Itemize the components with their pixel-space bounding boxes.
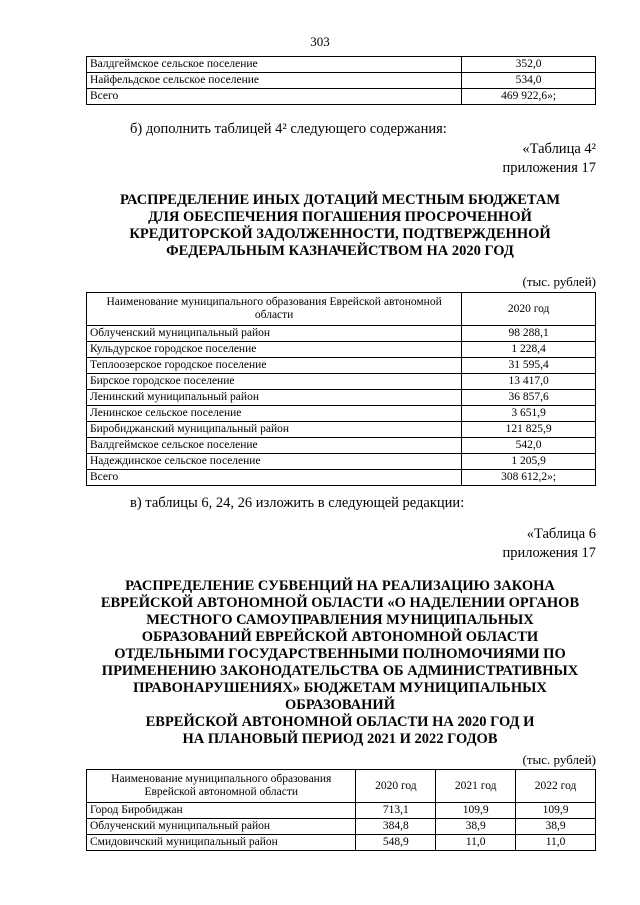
row-value-2021: 38,9 [436, 819, 516, 835]
table-4-2 [86, 292, 596, 486]
table-row [87, 454, 596, 470]
table-row [87, 390, 596, 406]
header-2021: 2021 год [436, 770, 516, 803]
row-name: Кульдурское городское поселение [87, 342, 462, 358]
units-label: (тыс. рублей) [522, 274, 596, 289]
table-header-row [87, 293, 596, 326]
table-row [87, 422, 596, 438]
heading-line: ДЛЯ ОБЕСПЕЧЕНИЯ ПОГАШЕНИЯ ПРОСРОЧЕННОЙ [148, 209, 532, 225]
row-value-2020: 713,1 [356, 803, 436, 819]
heading-line: ЕВРЕЙСКОЙ АВТОНОМНОЙ ОБЛАСТИ НА 2020 ГОД И [145, 714, 535, 730]
row-name: Облученский муниципальный район [87, 819, 356, 835]
table-row [87, 57, 596, 73]
caption-line: «Таблица 6 [526, 526, 596, 542]
heading-line: РАСПРЕДЕЛЕНИЕ ИНЫХ ДОТАЦИЙ МЕСТНЫМ БЮДЖЕТАМ [119, 192, 561, 208]
header-name: Наименование муниципального образования Еврейской автономной области [87, 770, 356, 803]
table-top [86, 56, 596, 105]
table-row [87, 342, 596, 358]
row-value: 1 228,4 [462, 342, 596, 358]
heading-line: ПРАВОНАРУШЕНИЯХ» БЮДЖЕТАМ МУНИЦИПАЛЬНЫХ [133, 680, 547, 696]
units-label: (тыс. рублей) [522, 752, 596, 767]
table-row [87, 438, 596, 454]
heading-table-4-2 [60, 192, 620, 260]
table-row [87, 326, 596, 342]
row-name: Теплоозерское городское поселение [87, 358, 462, 374]
row-value-2022: 109,9 [516, 803, 596, 819]
row-name: Всего [87, 470, 462, 486]
heading-line: ПРИМЕНЕНИЮ ЗАКОНОДАТЕЛЬСТВА ОБ АДМИНИСТРАТИВНЫХ [101, 663, 579, 679]
paragraph-b: б) дополнить таблицей 4² следующего содержания: [130, 121, 447, 137]
row-value: 98 288,1 [462, 326, 596, 342]
row-value-2020: 384,8 [356, 819, 436, 835]
table-header-row [87, 770, 596, 803]
caption-line: приложения 17 [502, 545, 596, 561]
row-name: Облученский муниципальный район [87, 326, 462, 342]
table-row [87, 835, 596, 851]
table-row [87, 819, 596, 835]
heading-line: РАСПРЕДЕЛЕНИЕ СУБВЕНЦИЙ НА РЕАЛИЗАЦИЮ ЗАКОНА [125, 578, 555, 594]
row-name: Биробиджанский муниципальный район [87, 422, 462, 438]
header-2020: 2020 год [356, 770, 436, 803]
header-year: 2020 год [462, 293, 596, 326]
table-6 [86, 769, 596, 851]
row-name: Ленинский муниципальный район [87, 390, 462, 406]
header-2022: 2022 год [516, 770, 596, 803]
heading-line: ОБРАЗОВАНИЙ ЕВРЕЙСКОЙ АВТОНОМНОЙ ОБЛАСТИ [141, 629, 539, 645]
row-value: 13 417,0 [462, 374, 596, 390]
caption-line: приложения 17 [502, 160, 596, 176]
row-value: 542,0 [462, 438, 596, 454]
row-name: Надеждинское сельское поселение [87, 454, 462, 470]
row-name: Ленинское сельское поселение [87, 406, 462, 422]
row-name: Валдгеймское сельское поселение [87, 57, 462, 73]
heading-line: ФЕДЕРАЛЬНЫМ КАЗНАЧЕЙСТВОМ НА 2020 ГОД [166, 243, 514, 259]
paragraph-v: в) таблицы 6, 24, 26 изложить в следующей редакции: [130, 495, 465, 511]
row-value: 308 612,2»; [462, 470, 596, 486]
row-value: 31 595,4 [462, 358, 596, 374]
row-name: Смидовичский муниципальный район [87, 835, 356, 851]
row-name: Валдгеймское сельское поселение [87, 438, 462, 454]
table-row [87, 406, 596, 422]
row-value: 469 922,6»; [462, 89, 596, 105]
row-value: 3 651,9 [462, 406, 596, 422]
row-value-2021: 11,0 [436, 835, 516, 851]
table-row [87, 89, 596, 105]
page-number: 303 [310, 34, 330, 49]
heading-line: ОТДЕЛЬНЫМИ ГОСУДАРСТВЕННЫМИ ПОЛНОМОЧИЯМИ ПО [114, 646, 566, 662]
row-value-2020: 548,9 [356, 835, 436, 851]
row-value: 352,0 [462, 57, 596, 73]
row-name: Всего [87, 89, 462, 105]
table-row [87, 73, 596, 89]
heading-table-6 [40, 578, 640, 748]
row-value: 1 205,9 [462, 454, 596, 470]
caption-table-4-2 [503, 140, 596, 178]
row-name: Город Биробиджан [87, 803, 356, 819]
heading-line: КРЕДИТОРСКОЙ ЗАДОЛЖЕННОСТИ, ПОДТВЕРЖДЕННОЙ [129, 226, 551, 242]
row-value: 534,0 [462, 73, 596, 89]
caption-table-6 [503, 525, 596, 563]
heading-line: ОБРАЗОВАНИЙ [285, 697, 395, 713]
table-row [87, 470, 596, 486]
row-value-2022: 38,9 [516, 819, 596, 835]
caption-line: «Таблица 4² [522, 141, 596, 157]
row-value-2021: 109,9 [436, 803, 516, 819]
heading-line: МЕСТНОГО САМОУПРАВЛЕНИЯ МУНИЦИПАЛЬНЫХ [146, 612, 534, 628]
heading-line: ЕВРЕЙСКОЙ АВТОНОМНОЙ ОБЛАСТИ «О НАДЕЛЕНИИ ОРГАНОВ [100, 595, 580, 611]
header-name: Наименование муниципального образования Еврейской автономной области [87, 293, 462, 326]
table-row [87, 358, 596, 374]
row-name: Найфельдское сельское поселение [87, 73, 462, 89]
row-name: Бирское городское поселение [87, 374, 462, 390]
heading-line: НА ПЛАНОВЫЙ ПЕРИОД 2021 И 2022 ГОДОВ [182, 731, 498, 747]
row-value-2022: 11,0 [516, 835, 596, 851]
table-row [87, 374, 596, 390]
row-value: 121 825,9 [462, 422, 596, 438]
row-value: 36 857,6 [462, 390, 596, 406]
table-row [87, 803, 596, 819]
